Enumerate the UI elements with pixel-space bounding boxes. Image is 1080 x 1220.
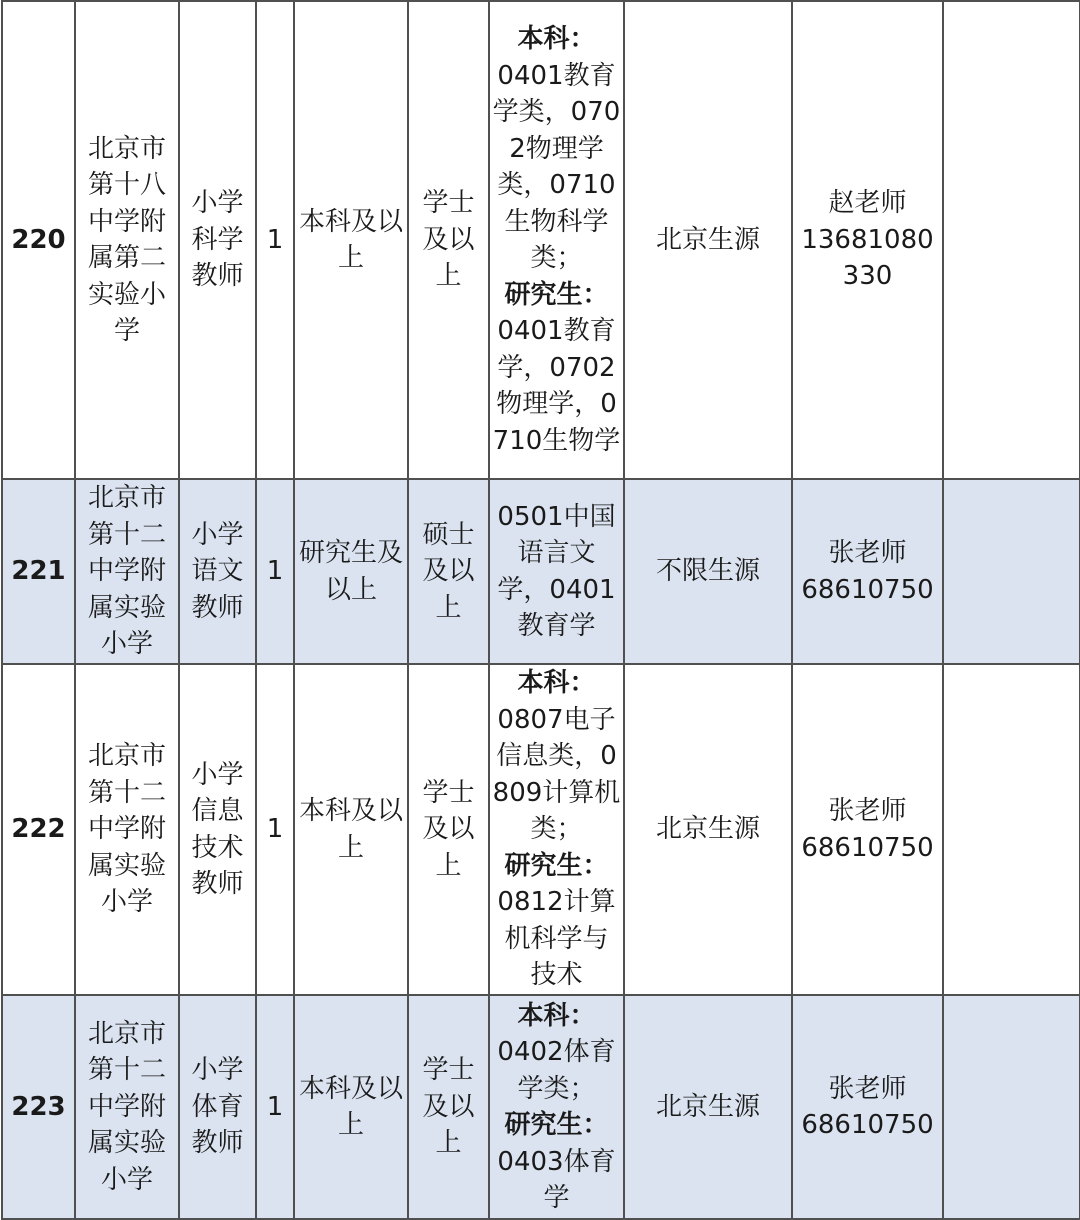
hiring-count: 1 [256,1,294,479]
table-row [2,479,1080,664]
degree-requirement: 硕士及以上 [408,479,489,664]
major-text: 0401教育学，0702物理学，0710生物学 [492,316,621,456]
education-requirement: 研究生及以上 [294,479,408,664]
major-text: 0402体育学类； [497,1037,616,1104]
major-text: 0403体育学 [497,1146,616,1213]
row-number: 222 [2,664,75,995]
note-cell [943,1,1080,479]
hiring-count: 1 [256,479,294,664]
major-label: 研究生： [504,279,609,310]
school-name: 北京市第十二中学附属实验小学 [75,664,179,995]
major-text: 0401教育学类，0702物理学类，0710生物科学类； [492,60,621,273]
contact-info [792,664,943,995]
contact-person: 张老师 [828,1073,907,1104]
contact-person: 张老师 [828,796,907,826]
row-number: 223 [2,995,75,1219]
origin-requirement: 不限生源 [624,479,792,664]
major-text: 0501中国语言文学，0401教育学 [497,501,616,641]
major-text: 0807电子信息类，0809计算机类； [492,704,621,845]
origin-requirement: 北京生源 [624,664,792,995]
contact-phone: 68610750 [801,574,934,605]
table-row [2,664,1080,995]
row-number: 220 [2,1,75,479]
row-number: 221 [2,479,75,664]
degree-requirement: 学士及以上 [408,664,489,995]
major-label: 研究生： [504,1110,609,1140]
major-requirement [489,995,624,1219]
position-name: 小学语文教师 [179,479,256,664]
position-name: 小学科学教师 [179,1,256,479]
table-row [2,995,1080,1219]
contact-info [792,1,943,479]
degree-requirement: 学士及以上 [408,1,489,479]
hiring-count: 1 [256,995,294,1219]
school-name: 北京市第十二中学附属实验小学 [75,479,179,664]
major-label: 本科： [517,668,596,699]
education-requirement: 本科及以上 [294,1,408,479]
recruitment-table [1,0,1080,1220]
school-name: 北京市第十二中学附属实验小学 [75,995,179,1219]
position-name: 小学体育教师 [179,995,256,1219]
school-name: 北京市第十八中学附属第二实验小学 [75,1,179,479]
major-label: 本科： [517,24,596,54]
origin-requirement: 北京生源 [624,1,792,479]
degree-requirement: 学士及以上 [408,995,489,1219]
contact-info [792,479,943,664]
education-requirement: 本科及以上 [294,995,408,1219]
major-requirement [489,479,624,664]
contact-info [792,995,943,1219]
hiring-count: 1 [256,664,294,995]
major-requirement [489,1,624,479]
major-label: 研究生： [504,850,609,881]
note-cell [943,664,1080,995]
contact-person: 赵老师 [828,188,907,219]
position-name: 小学信息技术教师 [179,664,256,995]
contact-person: 张老师 [828,538,907,568]
major-label: 本科： [517,1000,596,1031]
contact-phone: 68610750 [801,1110,934,1140]
note-cell [943,479,1080,664]
major-text: 0812计算机科学与技术 [497,887,616,991]
major-requirement [489,664,624,995]
contact-phone: 13681080330 [801,224,934,292]
origin-requirement: 北京生源 [624,995,792,1219]
note-cell [943,995,1080,1219]
table-row [2,1,1080,479]
contact-phone: 68610750 [801,832,934,863]
education-requirement: 本科及以上 [294,664,408,995]
